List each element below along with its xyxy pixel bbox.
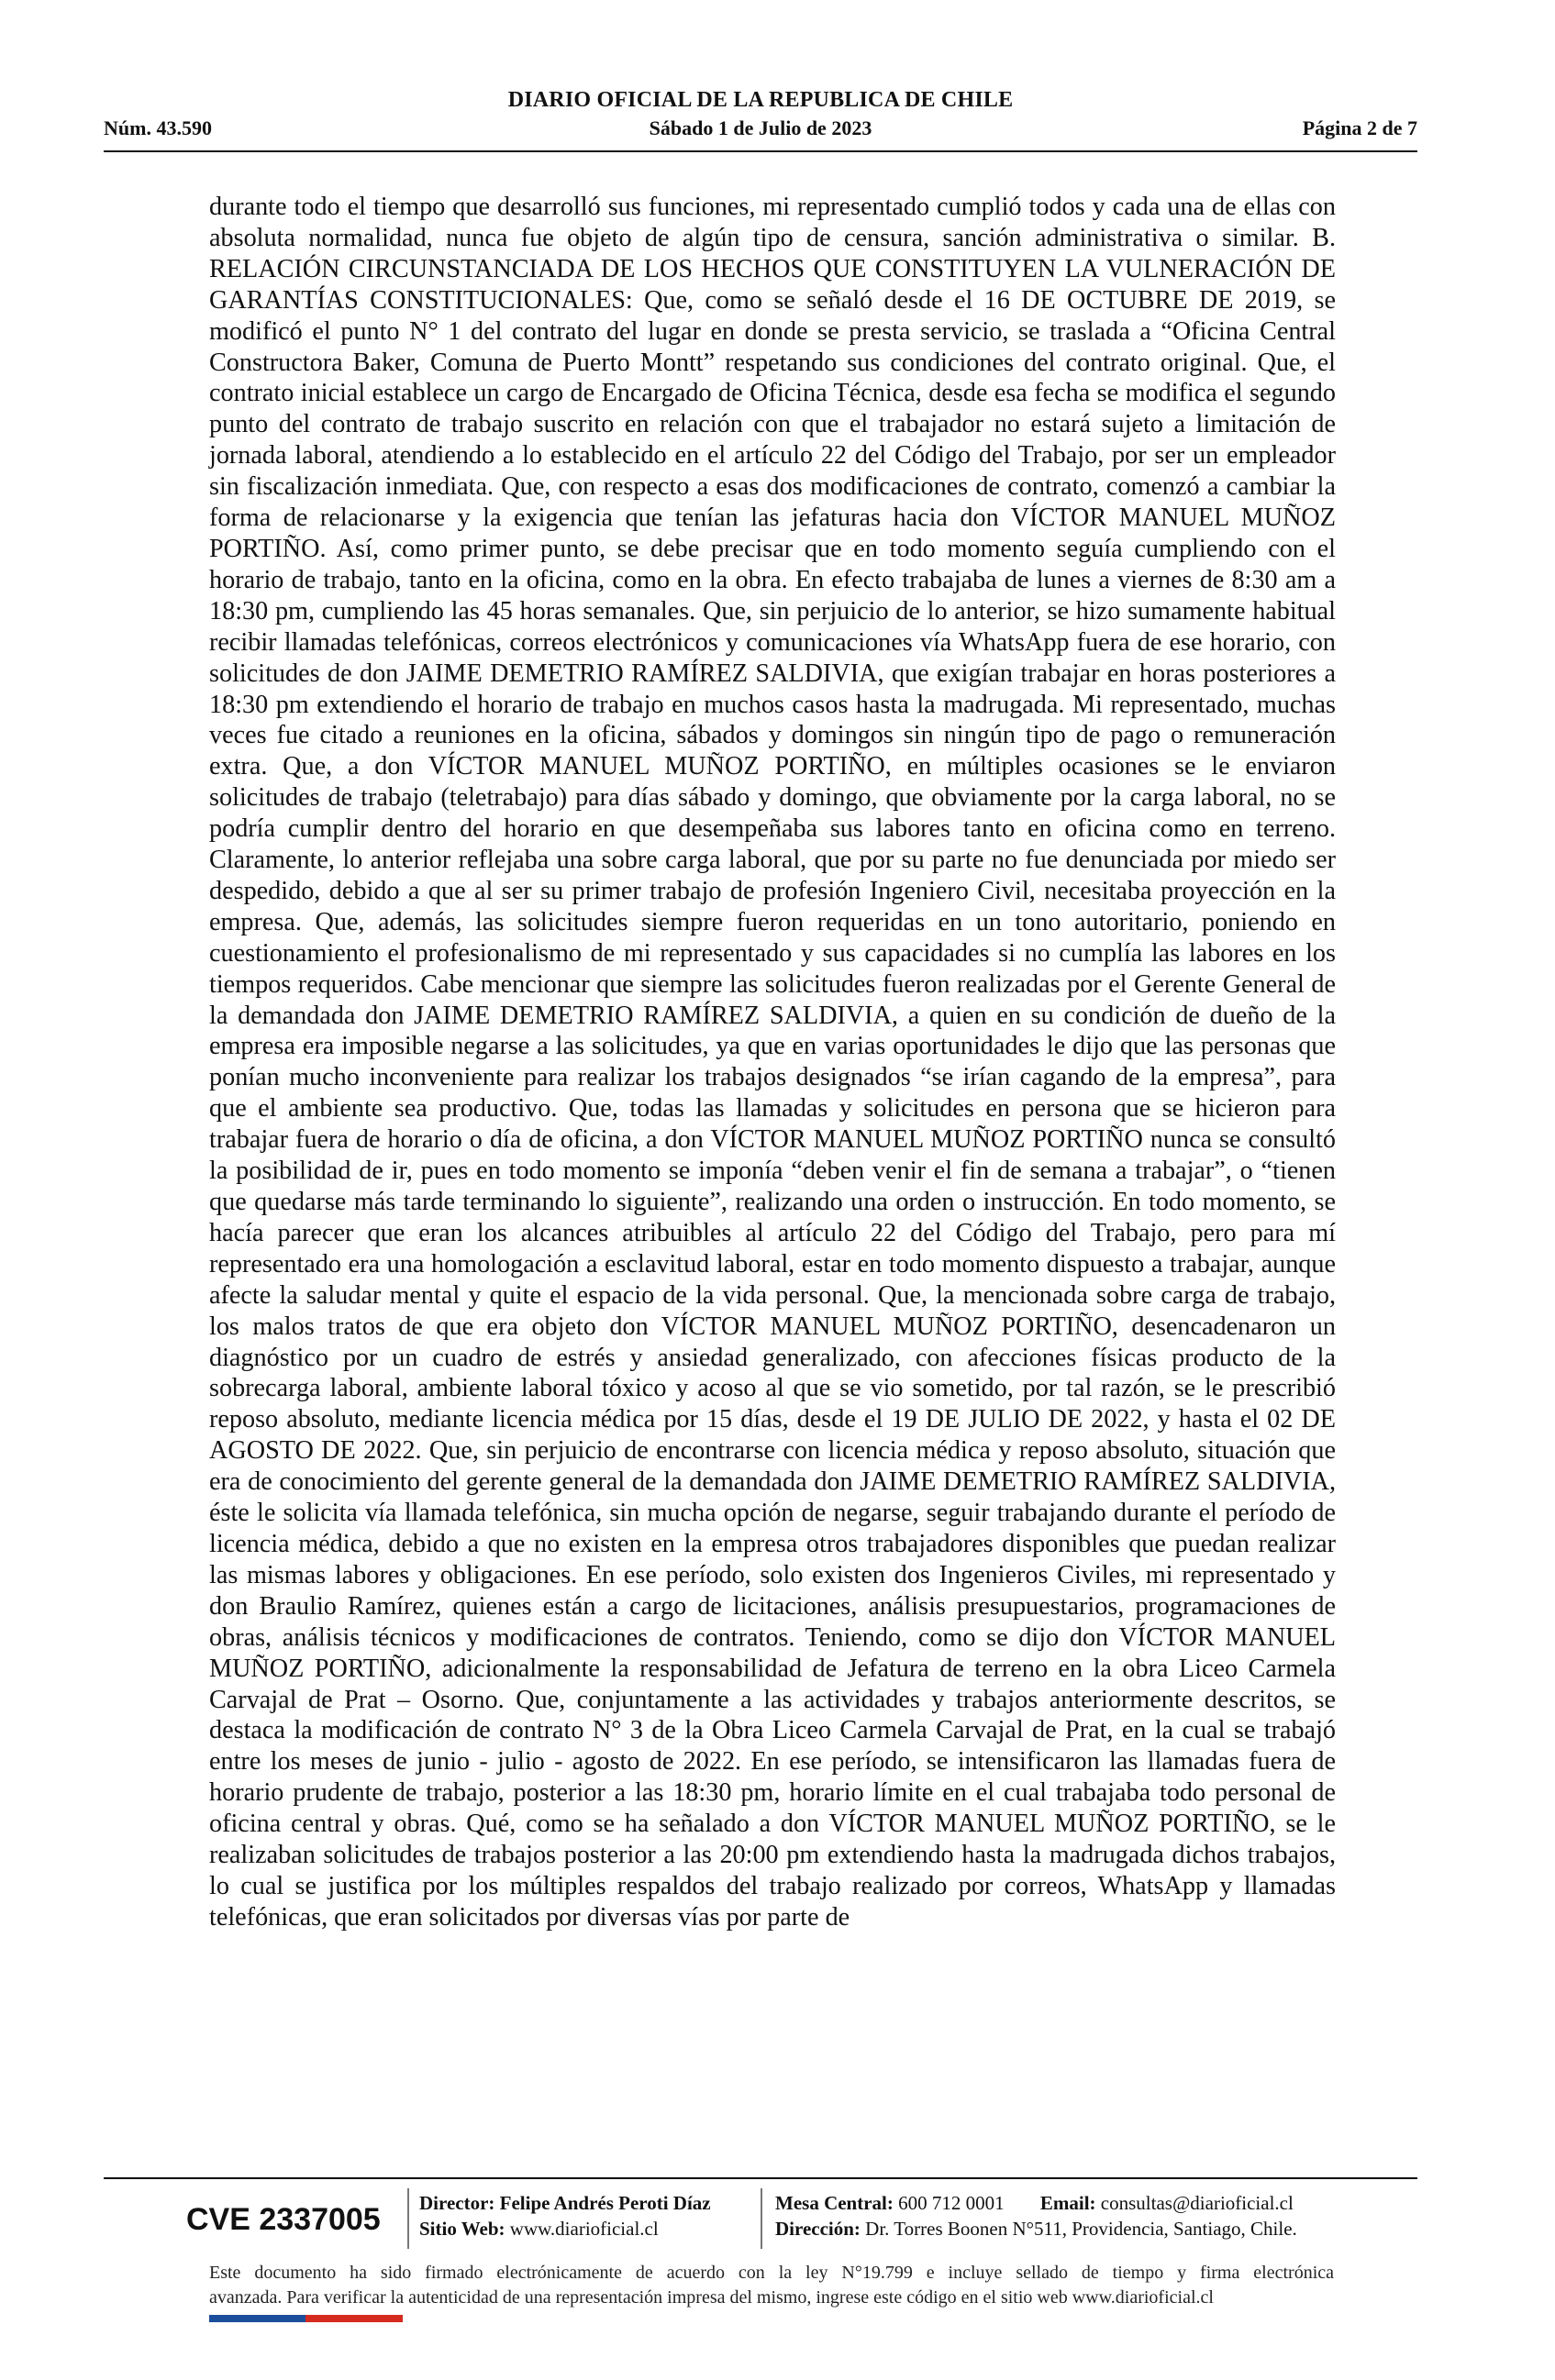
flag-stripe-red (305, 2315, 403, 2322)
address-text: Dr. Torres Boonen N°511, Providencia, Santiago, Chile. (865, 2218, 1297, 2240)
email-label: Email: (1039, 2192, 1096, 2214)
issue-date: Sábado 1 de Julio de 2023 (649, 116, 872, 139)
address-line (775, 2216, 1297, 2242)
footer-separator (407, 2188, 409, 2249)
page-indicator: Página 2 de 7 (1302, 116, 1417, 139)
address-label: Dirección: (775, 2218, 861, 2240)
header-divider (104, 150, 1417, 152)
legal-notice-line: avanzada. Para verificar la autenticidad de una representación impresa del mismo, ingrese este código en el sitio web www.diarioficial.cl (209, 2287, 1214, 2308)
body-paragraph: durante todo el tiempo que desarrolló sus funciones, mi representado cumplió todos y cada una de ellas con absoluta normalidad, nunca fue objeto de algún tipo de censura, sanción administrativa o similar. B. RELACIÓN CIRCUNSTANCIADA DE LOS HECHOS QUE CONSTITUYEN LA VULNERACIÓN DE GARANTÍAS CONSTITUCIONALES: Que, como se señaló desde el 16 DE OCTUBRE DE 2019, se modificó el punto N° 1 del contrato del lugar en donde se presta servicio, se traslada a “Oficina Central Constructora Baker, Comuna de Puerto Montt” respetando sus condiciones del contrato original. Que, el contrato inicial establece un cargo de Encargado de Oficina Técnica, desde esa fecha se modifica el segundo punto del contrato de trabajo suscrito en relación con que el trabajador no estará sujeto a limitación de jornada laboral, atendiendo a lo establecido en el artículo 22 del Código del Trabajo, por ser un empleador sin fiscalización inmediata. Que, con respecto a esas dos modificaciones de contrato, comenzó a cambiar la forma de relacionarse y la exigencia que tenían las jefaturas hacia don VÍCTOR MANUEL MUÑOZ PORTIÑO. Así, como primer punto, se debe precisar que en todo momento seguía cumpliendo con el horario de trabajo, tanto en la oficina, como en la obra. En efecto trabajaba de lunes a viernes de 8:30 am a 18:30 pm, cumpliendo las 45 horas semanales. Que, sin perjuicio de lo anterior, se hizo sumamente habitual recibir llamadas telefónicas, correos electrónicos y comunicaciones vía WhatsApp fuera de ese horario, con solicitudes de don JAIME DEMETRIO RAMÍREZ SALDIVIA, que exigían trabajar en horas posteriores a 18:30 pm extendiendo el horario de trabajo en muchos casos hasta la madrugada. Mi representado, muchas veces fue citado a reuniones en la oficina, sábados y domingos sin ningún tipo de pago o remuneración extra. Que, a don VÍCTOR MANUEL MUÑOZ PORTIÑO, en múltiples ocasiones se le enviaron solicitudes de trabajo (teletrabajo) para días sábado y domingo, que obviamente por la carga laboral, no se podría cumplir dentro del horario en que desempeñaba sus labores tanto en oficina como en terreno. Claramente, lo anterior reflejaba una sobre carga laboral, que por su parte no fue denunciada por miedo ser despedido, debido a que al ser su primer trabajo de profesión Ingeniero Civil, necesitaba proyección en la empresa. Que, además, las solicitudes siempre fueron requeridas en un tono autoritario, poniendo en cuestionamiento el profesionalismo de mi representado y sus capacidades si no cumplía las labores en los tiempos requeridos. Cabe mencionar que siempre las solicitudes fueron realizadas por el Gerente General de la demandada don JAIME DEMETRIO RAMÍREZ SALDIVIA, a quien en su condición de dueño de la empresa era imposible negarse a las solicitudes, ya que en varias oportunidades le dijo que las personas que ponían mucho inconveniente para realizar los trabajos designados “se irían cagando de la empresa”, para que el ambiente sea productivo. Que, todas las llamadas y solicitudes en persona que se hicieron para trabajar fuera de horario o día de oficina, a don VÍCTOR MANUEL MUÑOZ PORTIÑO nunca se consultó la posibilidad de ir, pues en todo momento se imponía “deben venir el fin de semana a trabajar”, o “tienen que quedarse más tarde terminando lo siguiente”, realizando una orden o instrucción. En todo momento, se hacía parecer que eran los alcances atribuibles al artículo 22 del Código del Trabajo, pero para mí representado era una homologación a esclavitud laboral, estar en todo momento dispuesto a trabajar, aunque afecte la saludar mental y quite el espacio de la vida personal. Que, la mencionada sobre carga de trabajo, los malos tratos de que era objeto don VÍCTOR MANUEL MUÑOZ PORTIÑO, desencadenaron un diagnóstico por un cuadro de estrés y ansiedad generalizado, con afecciones físicas producto de la sobrecarga laboral, ambiente laboral tóxico y acoso al que se vio sometido, por tal razón, se le prescribió reposo absoluto, mediante licencia médica por 15 días, desde el 19 DE JULIO DE 2022, y hasta el 02 DE AGOSTO DE 2022. Que, sin perjuicio de encontrarse con licencia médica y reposo absoluto, situación que era de conocimiento del gerente general de la demandada don JAIME DEMETRIO RAMÍREZ SALDIVIA, éste le solicita vía llamada telefónica, sin mucha opción de negarse, seguir trabajando durante el período de licencia médica, debido a que no existen en la empresa otros trabajadores disponibles que puedan realizar las mismas labores y obligaciones. En ese período, solo existen dos Ingenieros Civiles, mi representado y don Braulio Ramírez, quienes están a cargo de licitaciones, análisis presupuestarios, programaciones de obras, análisis técnicos y modificaciones de contratos. Teniendo, como se dijo don VÍCTOR MANUEL MUÑOZ PORTIÑO, adicionalmente la responsabilidad de Jefatura de terreno en la obra Liceo Carmela Carvajal de Prat – Osorno. Que, conjuntamente a las actividades y trabajos anteriormente descritos, se destaca la modificación de contrato N° 3 de la Obra Liceo Carmela Carvajal de Prat, en la cual se trabajó entre los meses de junio - julio - agosto de 2022. En ese período, se intensificaron las llamadas fuera de horario prudente de trabajo, posterior a las 18:30 pm, horario límite en el cual trabajaba todo personal de oficina central y obras. Qué, como se ha señalado a don VÍCTOR MANUEL MUÑOZ PORTIÑO, se le realizaban solicitudes de trabajos posterior a las 20:00 pm extendiendo hasta la madrugada dichos trabajos, lo cual se justifica por los múltiples respaldos del trabajo realizado por correos, WhatsApp y llamadas telefónicas, que eran solicitados por diversas vías por parte de (209, 193, 1336, 1932)
footer-director-block (419, 2190, 711, 2242)
footer-divider (104, 2177, 1417, 2179)
flag-stripe (209, 2315, 403, 2322)
website-label: Sitio Web: (419, 2218, 505, 2240)
footer-contact-block (775, 2190, 1297, 2242)
director-label: Director: (419, 2192, 495, 2214)
footer-separator (761, 2188, 762, 2249)
director-name: Felipe Andrés Peroti Díaz (499, 2192, 711, 2214)
header-meta-row (104, 116, 1417, 144)
contact-line (775, 2190, 1297, 2216)
email-link[interactable]: consultas@diarioficial.cl (1100, 2192, 1294, 2214)
page-header (104, 86, 1417, 150)
director-line (419, 2190, 711, 2216)
website-line (419, 2216, 711, 2242)
phone-number: 600 712 0001 (898, 2192, 1005, 2214)
website-link[interactable]: www.diarioficial.cl (509, 2218, 659, 2240)
publication-title: DIARIO OFICIAL DE LA REPUBLICA DE CHILE (507, 88, 1014, 112)
phone-label: Mesa Central: (775, 2192, 894, 2214)
issue-number: Núm. 43.590 (104, 116, 212, 139)
legal-notice-line: Este documento ha sido firmado electrónicamente de acuerdo con la ley N°19.799 e incluye sellado de tiempo y firma electrónica (209, 2263, 1334, 2283)
cve-code: CVE 2337005 (186, 2201, 381, 2237)
legal-notice (209, 2261, 1334, 2310)
flag-stripe-blue (209, 2315, 305, 2322)
